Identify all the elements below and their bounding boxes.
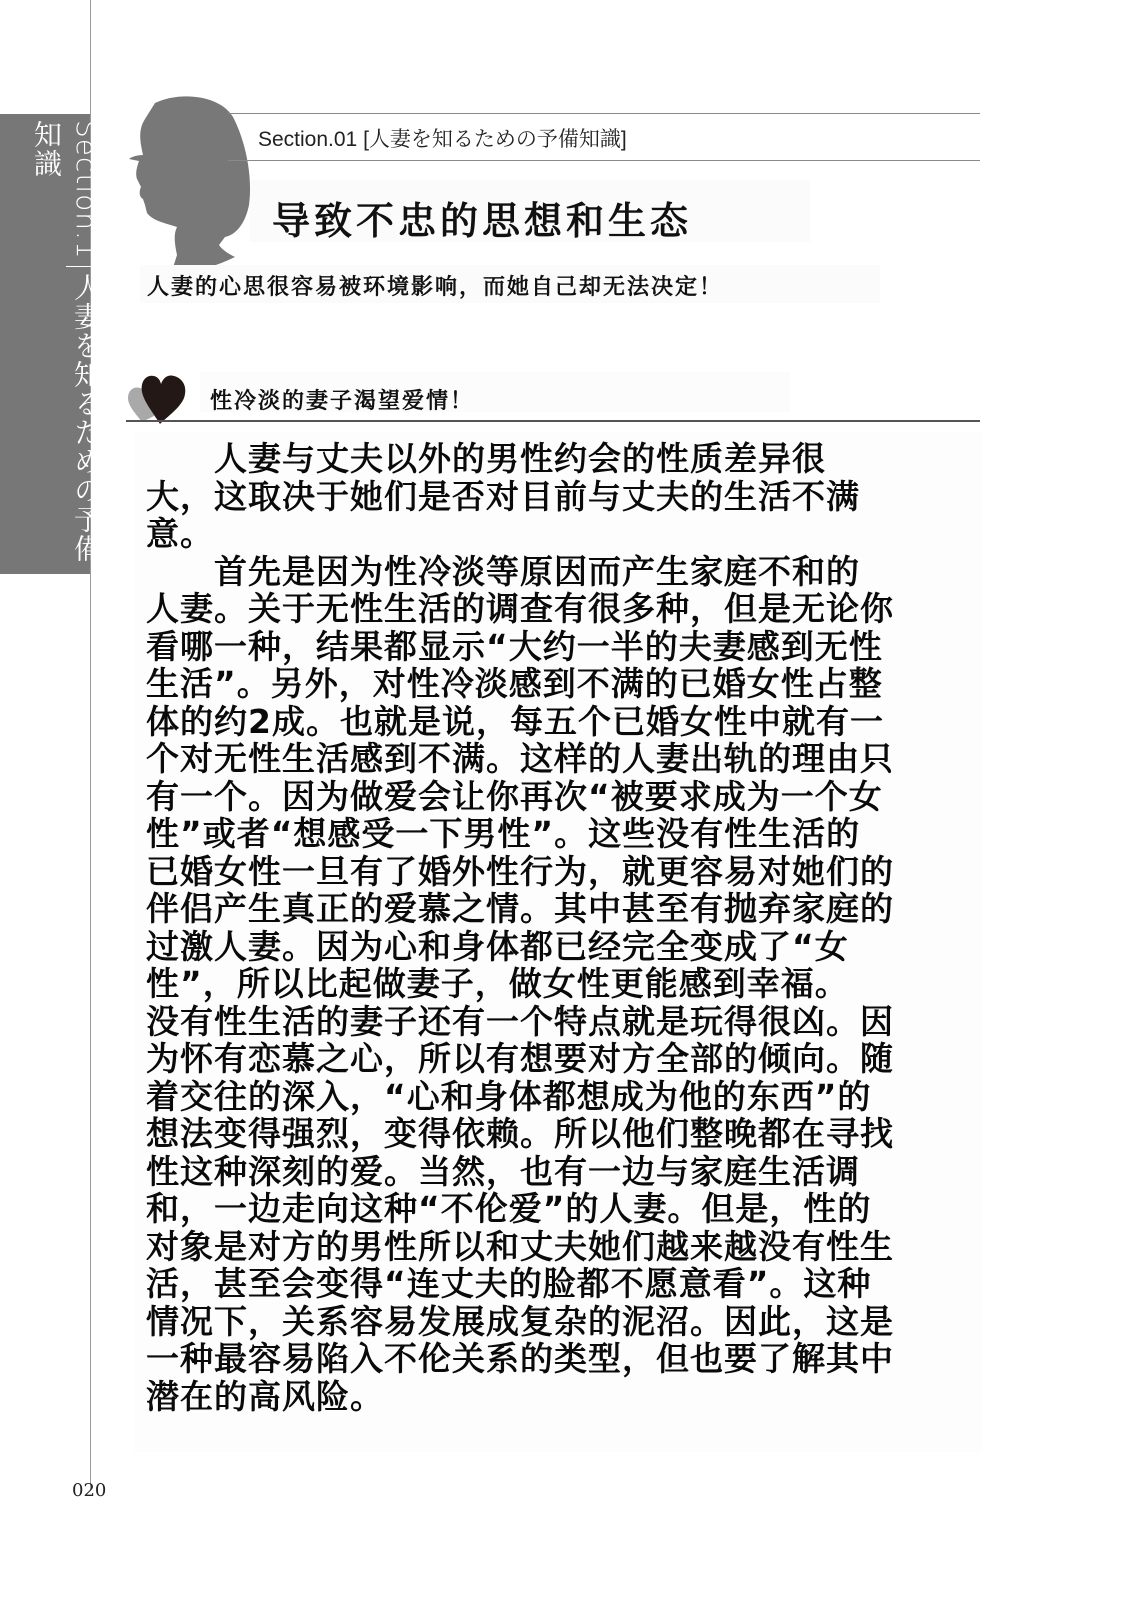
body-line: 大，这取决于她们是否对目前与丈夫的生活不满 <box>146 476 860 516</box>
body-line: 活，甚至会变得“连丈夫的脸都不愿意看”。这种 <box>146 1264 872 1303</box>
section-label: Section.01 [人妻を知るための予備知識] <box>258 128 627 151</box>
body-line: 已婚女性一旦有了婚外性行为，就更容易对她们的 <box>146 851 894 891</box>
section-side-tab <box>0 114 103 574</box>
body-line: 体的约2成。也就是说，每五个已婚女性中就有一 <box>146 701 884 741</box>
header-rule-top <box>228 113 980 114</box>
header-rule-bottom <box>228 160 980 161</box>
hearts-icon <box>126 372 192 424</box>
page-number: 020 <box>72 1480 107 1501</box>
side-tab-separator <box>66 266 106 267</box>
body-line: 没有性生活的妻子还有一个特点就是玩得很凶。因 <box>146 1001 894 1041</box>
side-tab-title: 人妻を知るための予備知識 <box>30 120 103 563</box>
body-line: 人妻。关于无性生活的调查有很多种，但是无论你 <box>146 589 894 628</box>
body-line: 和，一边走向这种“不伦爱”的人妻。但是，性的 <box>146 1189 872 1228</box>
body-line: 首先是因为性冷淡等原因而产生家庭不和的 <box>146 551 860 591</box>
subheading-rule <box>126 420 980 422</box>
body-line: 对象是对方的男性所以和丈夫她们越来越没有性生 <box>146 1226 894 1266</box>
side-tab-section: Section.1 <box>70 120 103 260</box>
page-title: 导致不忠的思想和生态 <box>272 199 693 243</box>
body-line: 性”或者“想感受一下男性”。这些没有性生活的 <box>146 814 861 853</box>
body-line: 个对无性生活感到不满。这样的人妻出轨的理由只 <box>146 739 894 778</box>
side-tab-text <box>26 120 106 574</box>
body-text <box>146 440 976 1415</box>
body-line: 伴侣产生真正的爱慕之情。其中甚至有抛弃家庭的 <box>146 889 894 928</box>
woman-silhouette-icon <box>115 95 255 275</box>
body-line: 有一个。因为做爱会让你再次“被要求成为一个女 <box>146 776 883 816</box>
body-line: 情况下，关系容易发展成复杂的泥沼。因此，这是 <box>146 1301 894 1341</box>
body-line: 一种最容易陷入不伦关系的类型，但也要了解其中 <box>146 1339 894 1378</box>
body-line: 人妻与丈夫以外的男性约会的性质差异很 <box>146 439 826 478</box>
page-subtitle: 人妻的心思很容易被环境影响，而她自己却无法决定！ <box>147 275 724 300</box>
body-line: 为怀有恋慕之心，所以有想要对方全部的倾向。随 <box>146 1039 894 1078</box>
subsection-heading: 性冷淡的妻子渴望爱情！ <box>210 389 475 414</box>
body-line: 性这种深刻的爱。当然，也有一边与家庭生活调 <box>146 1151 860 1191</box>
body-line: 过激人妻。因为心和身体都已经完全变成了“女 <box>146 926 849 966</box>
body-line: 潜在的高风险。 <box>146 1376 384 1416</box>
body-line: 意。 <box>146 514 214 553</box>
body-line: 着交往的深入，“心和身体都想成为他的东西”的 <box>146 1076 872 1116</box>
body-line: 性”，所以比起做妻子，做女性更能感到幸福。 <box>146 964 849 1003</box>
body-line: 看哪一种，结果都显示“大约一半的夫妻感到无性 <box>146 626 883 666</box>
body-line: 想法变得强烈，变得依赖。所以他们整晚都在寻找 <box>146 1114 894 1153</box>
body-line: 生活”。另外，对性冷淡感到不满的已婚女性占整 <box>146 664 883 703</box>
